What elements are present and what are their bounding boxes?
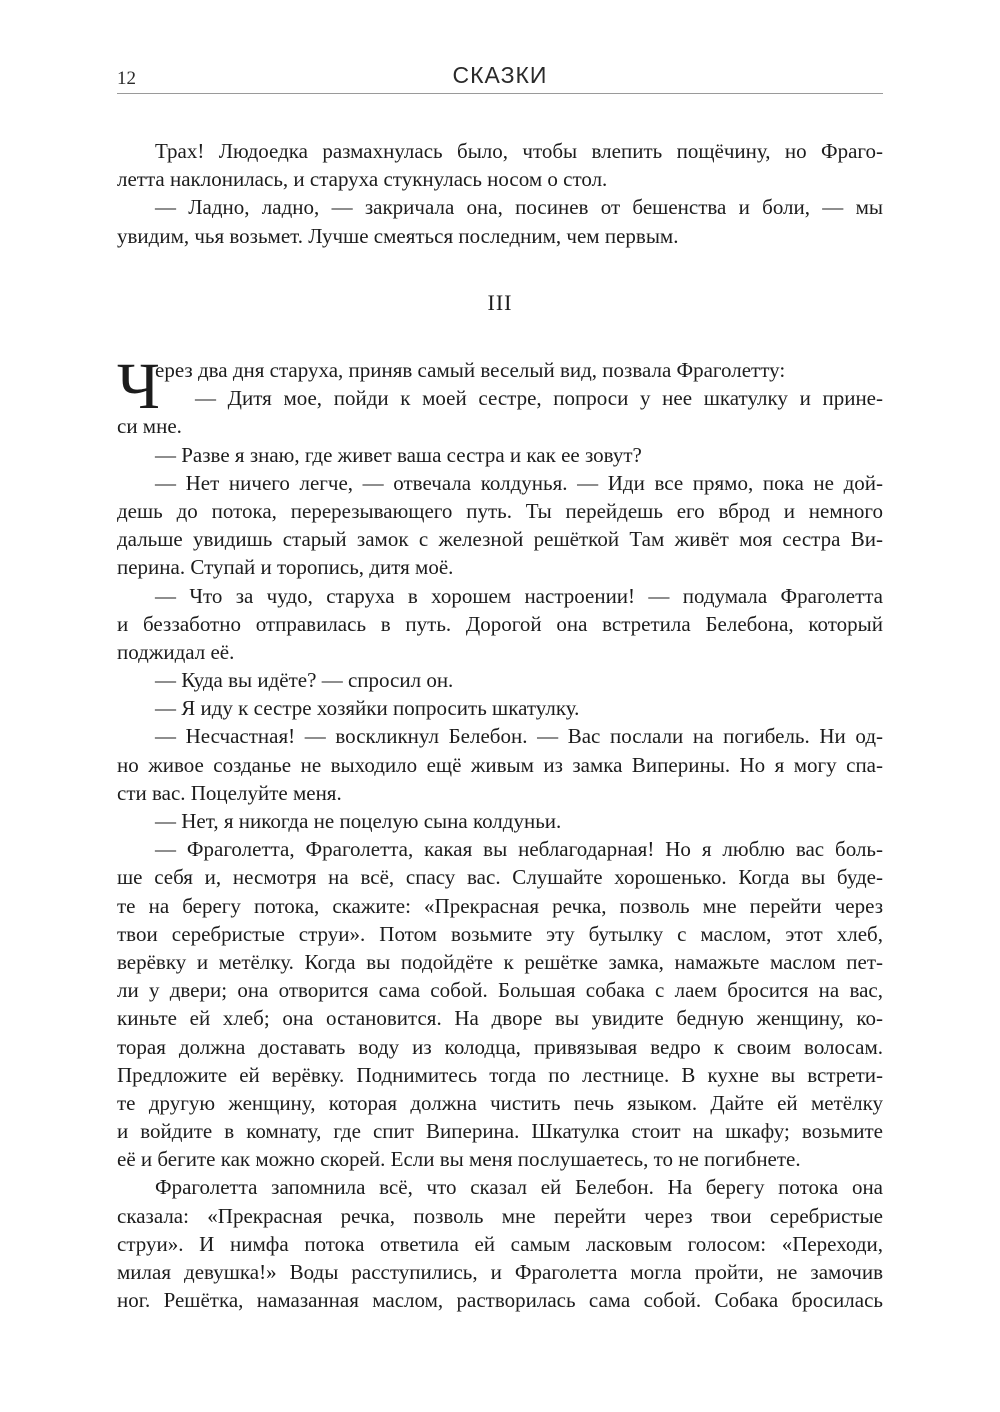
text-line: ног. Решётка, намазанная маслом, растворилась сама собой. Собака бросилась [117,1288,883,1313]
chapter-heading: III [487,290,513,315]
text-line: твои серебристые струи». Потом возьмите эту бутылку с маслом, этот хлеб, [117,921,883,946]
text-line: верёвку и метёлку. Когда вы подойдёте к решётке замка, намажьте маслом пет- [117,949,883,974]
header-rule [117,93,883,94]
text-line: ерез два дня старуха, приняв самый веселый вид, позвала Фраголетту: [155,358,786,382]
text-line: — Нет, я никогда не поцелую сына колдуньи. [155,809,562,833]
text-line: Предложите ей верёвку. Поднимитесь тогда по лестнице. В кухне вы встрети- [117,1062,883,1087]
text-line: дешь до потока, перерезывающего путь. Ты перейдешь его вброд и немного [117,498,883,523]
text-line: ше себя и, несмотря на всё, спасу вас. Слушайте хорошенько. Когда вы буде- [117,865,883,890]
text-line: сти вас. Поцелуйте меня. [117,780,342,805]
text-line: — Несчастная! — воскликнул Белебон. — Вас послали на погибель. Ни од- [155,724,883,749]
text-line: струи». И нимфа потока ответила ей самым ласковым голосом: «Переходи, [117,1231,883,1256]
text-line: ли у двери; она отворится сама собой. Большая собака с лаем бросится на вас, [117,978,883,1003]
text-line: и беззаботно отправилась в путь. Дорогой она встретила Белебона, который [117,611,883,636]
drop-cap: Ч [117,350,160,423]
text-line: Трах! Людоедка размахнулась было, чтобы влепить пощёчину, но Фраго- [155,139,883,163]
text-line: — Фраголетта, Фраголетта, какая вы неблагодарная! Но я люблю вас боль- [155,837,883,862]
text-line: перина. Ступай и торопись, дитя моё. [117,555,454,580]
page-number: 12 [117,68,136,89]
text-line: си мне. [117,414,182,439]
text-line: торая должна доставать воду из колодца, привязывая ведро к своим волосам. [117,1034,883,1059]
running-head [117,62,883,96]
text-line: сказала: «Прекрасная речка, позволь мне перейти через твои серебристые [117,1203,883,1228]
text-line: увидим, чья возьмет. Лучше смеяться последним, чем первым. [117,223,679,248]
intro-paragraphs [117,137,883,250]
text-line: её и бегите как можно скорей. Если вы меня послушаетесь, то не погибнете. [117,1147,801,1172]
text-line: — Разве я знаю, где живет ваша сестра и как ее зовут? [155,442,642,467]
text-line: дальше увидишь старый замок с железной решёткой Там живёт моя сестра Ви- [117,527,883,552]
text-line: — Я иду к сестре хозяйки попросить шкатулку. [155,696,580,721]
text-line: киньте ей хлеб; она остановится. На дворе вы увидите бедную женщину, ко- [117,1006,883,1031]
chapter-body [117,350,883,1314]
text-line: летта наклонилась, и старуха стукнулась носом о стол. [117,167,608,192]
text-line: но живое созданье не выходило ещё живым из замка Виперины. Но я могу спа- [117,752,883,777]
text-line: те на берегу потока, скажите: «Прекрасная речка, позволь мне перейти через [117,893,883,918]
text-line: — Ладно, ладно, — закричала она, посинев от бешенства и боли, — мы [155,195,883,220]
text-line: — Куда вы идёте? — спросил он. [155,668,454,693]
text-line: те другую женщину, которая должна чистить печь языком. Дайте ей метёлку [117,1090,883,1115]
running-title: СКАЗКИ [452,62,548,88]
text-line: — Нет ничего легче, — отвечала колдунья. — Иди все прямо, пока не дой- [155,470,883,495]
text-line: и войдите в комнату, где спит Виперина. Шкатулка стоит на шкафу; возьмите [117,1119,883,1144]
text-line: Фраголетта запомнила всё, что сказал ей Белебон. На берегу потока она [155,1175,883,1200]
text-line: — Что за чудо, старуха в хорошем настроении! — подумала Фраголетта [155,583,883,608]
text-line: поджидал её. [117,639,235,664]
text-line: милая девушка!» Воды расступились, и Фраголетта могла пройти, не замочив [117,1260,883,1284]
text-line: — Дитя мое, пойди к моей сестре, попроси у нее шкатулку и прине- [195,386,883,411]
